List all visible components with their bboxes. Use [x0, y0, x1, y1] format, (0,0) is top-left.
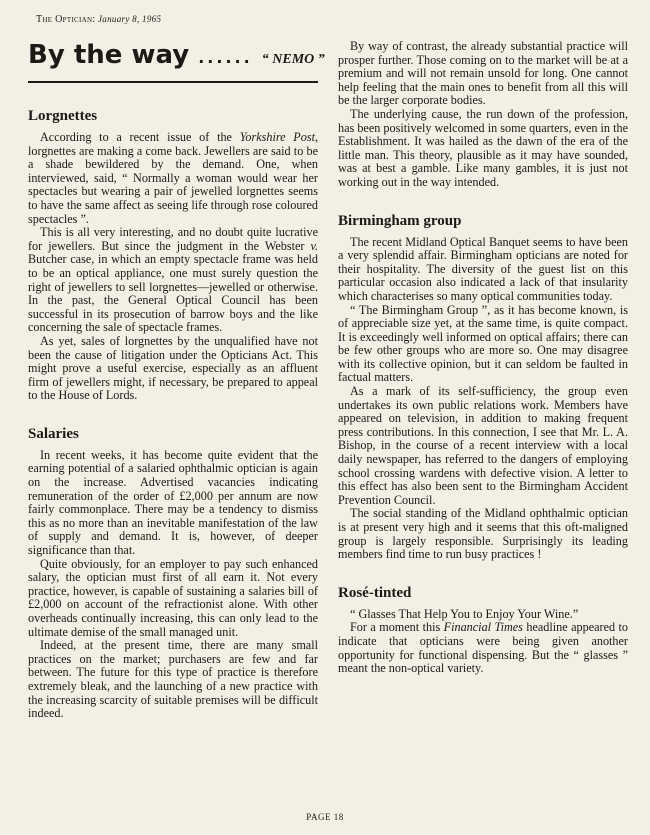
paragraph: This is all very interesting, and no doubt quite lucrative for jewellers. But since the judgment in the Webster v. Butcher case, in which an empty spectacle frame was held to be an optical appliance, one must surely question the right of jewellers to sell lorgnettes—jewelled or otherwise. In the past, the General Optical Council has been successful in its prosecution of barrow boys and the like concerning the sale of spectacle frames. [28, 225, 318, 335]
section-heading-rose-tinted: Rosé-tinted [338, 584, 412, 601]
publication-name: Yorkshire Post [239, 130, 315, 144]
paragraph: In recent weeks, it has become quite evident that the earning potential of a salaried ophthalmic optician is again on the increase. Advertised vacancies indicating remuneration of the order of £2,000 per annum are now fairly commonplace. There may be a tendency to dismiss this as no more than an inevitable manifestation of the law of supply and demand. It is, however, of deeper significance than that. [28, 447, 318, 558]
column-title: By the way [28, 40, 190, 70]
paragraph: By way of contrast, the already substantial practice will prosper further. Those coming on to the market will be at a premium and will not remain unsold for long. One cannot help feeling that the main ones to benefit from all this will be the larger corporate bodies. [338, 39, 628, 108]
right-column [338, 40, 628, 676]
publication-name: Financial Times [443, 620, 523, 635]
versus-abbrev: v. [310, 238, 318, 253]
paragraph: The recent Midland Optical Banquet seems to have been a very splendid affair. Birmingham opticians are noted for their hospitality. The diversity of the guest list on this particular occasion also indicated a lack of that insularity which characterises so many optical communities today. [338, 234, 628, 303]
paragraph: Quite obviously, for an employer to pay such enhanced salary, the optician must first of all earn it. Not every practice, however, is capable of sustaining a salaries bill of £2,000 on account of the refractionist alone. With other overheads continually increasing, this can only lead to the ultimate demise of the small managed unit. [28, 556, 318, 639]
column-byline: “ NEMO ” [261, 52, 325, 67]
running-head [36, 14, 161, 25]
paragraph: The social standing of the Midland ophthalmic optician is at present very high and it seems that this oft-maligned group is largely responsible. Surprisingly its leading members find time to run busy practices ! [338, 506, 628, 562]
journal-name: The Optician: [36, 14, 96, 25]
left-column [28, 36, 325, 721]
paragraph: For a moment this Financial Times headline appeared to indicate that opticians were being given another opportunity for functional dispensing. But the “ glasses ” meant the non-optical variety. [338, 620, 628, 676]
column-banner [28, 40, 325, 75]
paragraph: According to a recent issue of the Yorkshire Post, lorgnettes are making a come back. Jewellers are said to be a shade bewildered by the demand. One, when interviewed, said, “ Normally a woman would wear her spectacles but wearing a pair of jewelled lorgnettes seems to have the same affect as seeing life through rose coloured spectacles ”. [28, 130, 319, 226]
section-heading-birmingham: Birmingham group [338, 212, 462, 229]
paragraph: As a mark of its self-sufficiency, the group even undertakes its own public relations work. Members have appeared on television, in addition to making frequent press contributions. In this connection, I see that Mr. L. A. Bishop, in the course of a recent interview with a local daily newspaper, has referred to the dangers of employing school crossing wardens with defective vision. A letter to this effect has also been sent to the Birmingham Accident Prevention Council. [338, 384, 628, 507]
section-heading-salaries: Salaries [28, 425, 79, 442]
banner-rule [28, 81, 318, 83]
banner-dots: ...... [198, 48, 253, 67]
section-heading-lorgnettes: Lorgnettes [28, 108, 98, 124]
paragraph: “ Glasses That Help You to Enjoy Your Wine.” [350, 606, 579, 621]
paragraph: Indeed, at the present time, there are many small practices on the market; purchasers are few and far between. The future for this type of practice is therefore extremely bleak, and the launching of a new practice with the increasing scarcity of suitable premises will be difficult indeed. [28, 638, 318, 721]
paragraph: The underlying cause, the run down of the profession, has been positively welcomed in some quarters, even in the Establishment. It was hailed as the dawn of the era of the little man. This theory, plausible as it may have sounded, was at best a gamble. Like many gambles, it is just not working out in the way intended. [338, 106, 628, 189]
paragraph: As yet, sales of lorgnettes by the unqualified have not been the cause of litigation under the Opticians Act. This might prove a useful exercise, especially as an affluent firm of jewellers might, if necessary, be prepared to appeal to the House of Lords. [28, 333, 318, 403]
paragraph: “ The Birmingham Group ”, as it has become known, is of appreciable size yet, at the same time, is quite compact. It is exceedingly well informed on optical affairs; there can be few other groups who are more so. One may disagree with its collective opinion, but it can seldom be faulted in factual matters. [338, 302, 628, 385]
page-number: PAGE 18 [306, 812, 344, 822]
issue-date: January 8, 1965 [98, 14, 162, 24]
